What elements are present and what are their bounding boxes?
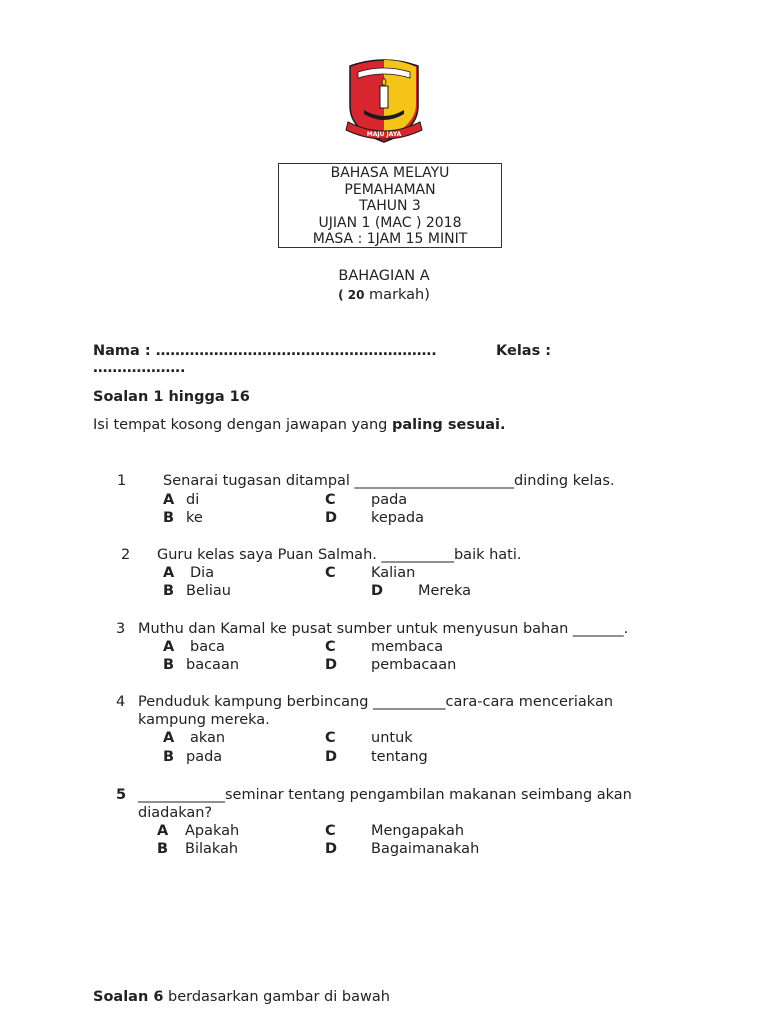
option-letter: B [163,510,175,526]
option-text: untuk [371,730,413,746]
option-text: pembacaan [371,657,457,673]
option-text: Bagaimanakah [371,841,480,857]
option-letter: D [325,841,338,857]
option-letter: B [163,749,175,765]
option-text: Bilakah [185,841,239,857]
exam-label: UJIAN 1 (MAC ) 2018 [318,214,462,231]
question-text: Penduduk kampung berbincang __________cara-cara menceriakan [138,694,614,710]
option-letter: A [157,823,169,839]
name-label: Nama : [93,343,156,359]
option-text: kepada [371,510,424,526]
option-text: Beliau [186,583,232,599]
question-range-heading: Soalan 1 hingga 16 [93,389,250,405]
paper-title: PEMAHAMAN [344,181,436,198]
section-title: BAHAGIAN A [338,268,430,284]
option-text: membaca [371,639,444,655]
option-letter: A [163,730,175,746]
instruction-text: Isi tempat kosong dengan jawapan yang paling sesuai. [93,417,506,433]
question-number: 5 [116,787,127,803]
option-letter: D [325,510,338,526]
question-text: Muthu dan Kamal ke pusat sumber untuk menyusun bahan _______. [138,621,629,637]
option-text: Mereka [418,583,472,599]
question-text: ____________seminar tentang pengambilan makanan seimbang akan [138,787,632,803]
name-dots: …………………………………………………. [155,343,437,359]
option-letter: C [325,639,336,655]
student-name-line [93,342,437,360]
kelas-label: Kelas : [496,343,552,359]
option-text: bacaan [186,657,240,673]
school-crest-logo [344,56,424,148]
option-letter: C [325,492,336,508]
option-text: Dia [190,565,215,581]
option-text: di [186,492,200,508]
option-letter: B [163,583,175,599]
option-text: pada [371,492,408,508]
option-letter: B [157,841,169,857]
option-text: ke [186,510,203,526]
option-letter: A [163,639,175,655]
question-text: Senarai tugasan ditampal ______________________dinding kelas. [163,473,615,489]
kelas-dots: ………………. [93,360,186,376]
time-label: MASA : 1JAM 15 MINIT [312,231,468,248]
option-text: pada [186,749,223,765]
section-marks: ( 20 markah) [338,287,430,303]
crest-motto: MAJU JAYA [366,131,402,138]
question-number: 3 [116,621,126,637]
option-letter: D [371,583,384,599]
exam-info-box [278,163,502,248]
option-text: tentang [371,749,428,765]
option-letter: C [325,565,336,581]
question-number: 4 [116,694,126,710]
option-text: Kalian [371,565,416,581]
question-number: 2 [121,547,131,563]
option-letter: B [163,657,175,673]
next-question-note: Soalan 6 berdasarkan gambar di bawah [93,989,390,1005]
option-text: Mengapakah [371,823,465,839]
subject-title: BAHASA MELAYU [330,165,450,181]
option-text: akan [190,730,226,746]
year-label: TAHUN 3 [359,198,421,215]
option-letter: A [163,565,175,581]
option-text: Apakah [185,823,240,839]
option-letter: C [325,730,336,746]
question-number: 1 [117,473,127,489]
question-text-continued: diadakan? [138,805,213,821]
question-text-continued: kampung mereka. [138,712,270,728]
option-letter: C [325,823,336,839]
option-letter: D [325,657,338,673]
option-text: baca [190,639,225,655]
option-letter: D [325,749,338,765]
question-text: Guru kelas saya Puan Salmah. __________baik hati. [157,547,522,563]
option-letter: A [163,492,175,508]
